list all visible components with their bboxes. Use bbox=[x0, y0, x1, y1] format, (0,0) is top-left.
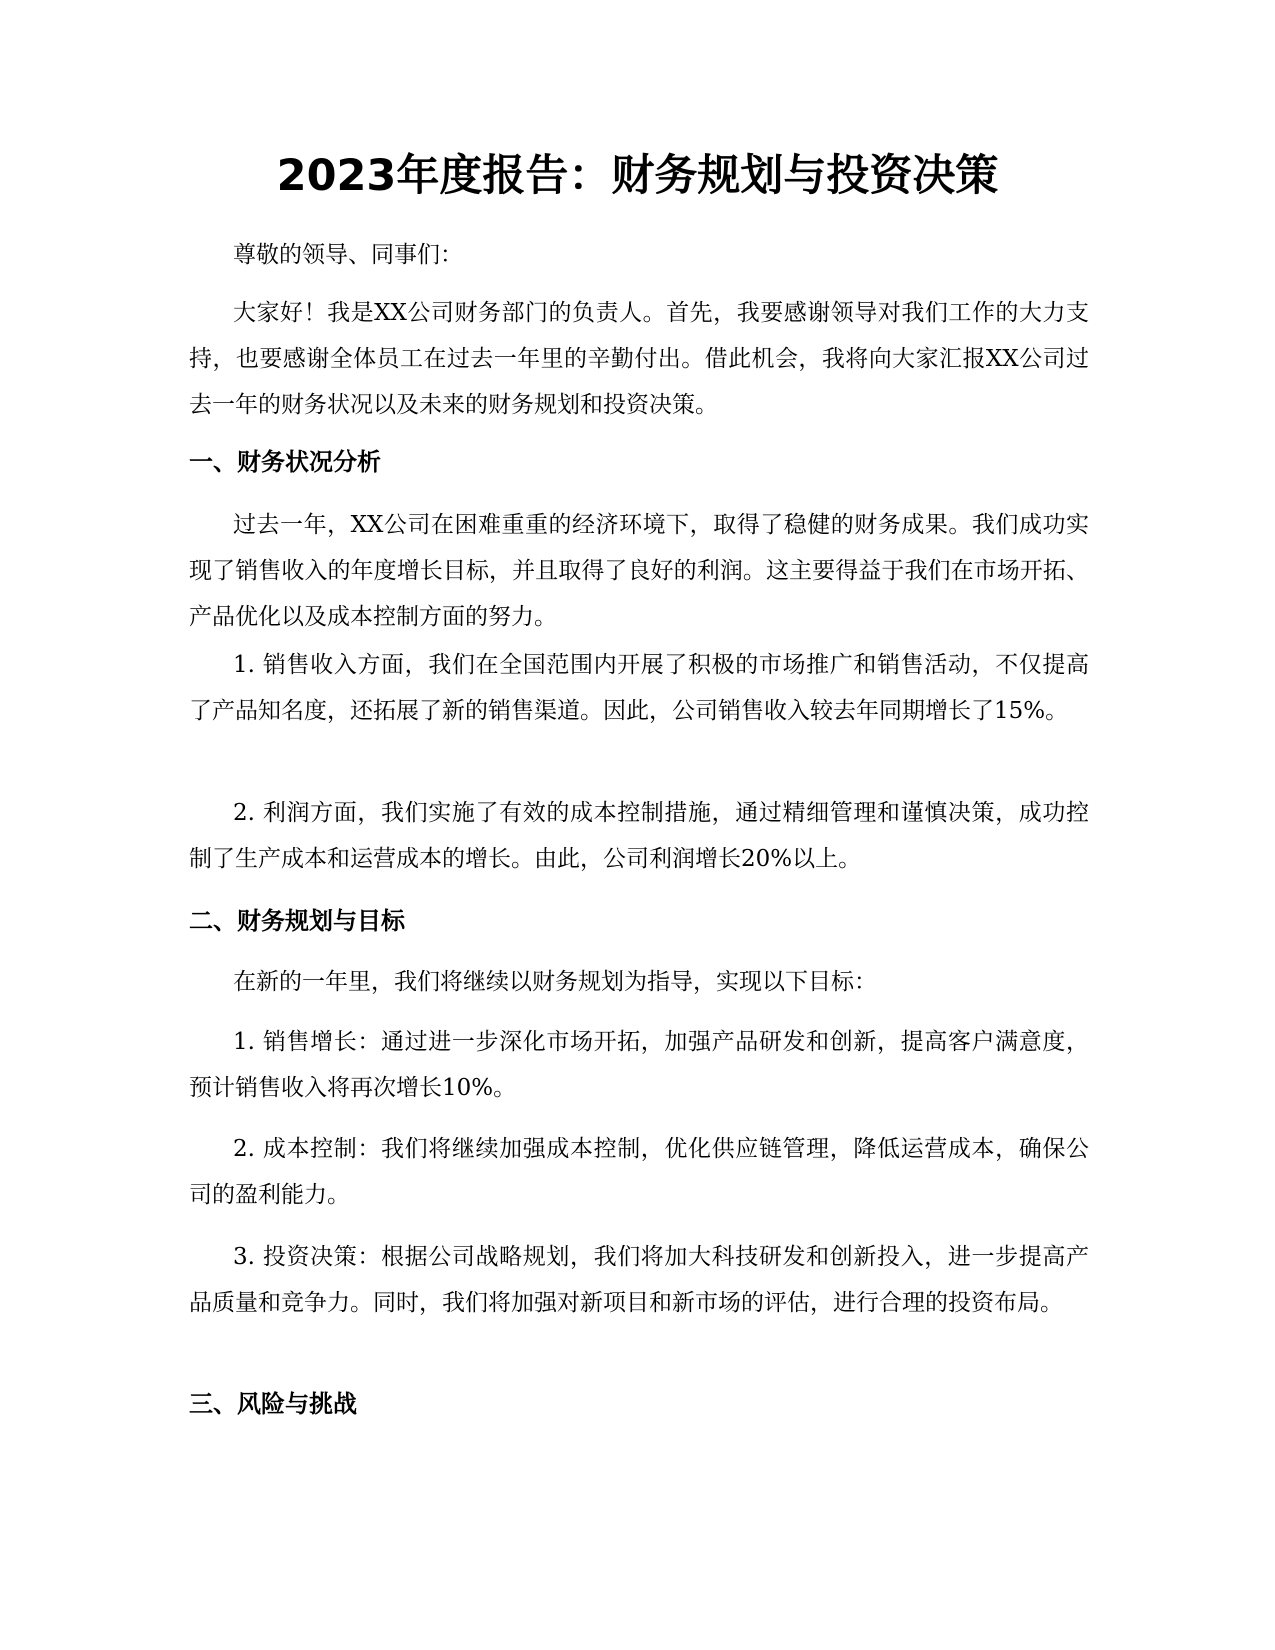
salutation: 尊敬的领导、同事们： bbox=[233, 242, 463, 268]
section-heading-planning-goals: 二、财务规划与目标 bbox=[189, 907, 405, 935]
document-title: 2023年度报告：财务规划与投资决策 bbox=[276, 151, 999, 201]
section1-paragraph-1: 过去一年，XX公司在困难重重的经济环境下，取得了稳健的财务成果。我们成功实现了销售收入的年度增长目标，并且取得了良好的利润。这主要得益于我们在市场开拓、产品优化以及成本控制方面的努力。 bbox=[189, 512, 1089, 630]
section1-paragraph-2: 1. 销售收入方面，我们在全国范围内开展了积极的市场推广和销售活动，不仅提高了产品知名度，还拓展了新的销售渠道。因此，公司销售收入较去年同期增长了15%。 bbox=[189, 652, 1089, 724]
section2-paragraph-1: 在新的一年里，我们将继续以财务规划为指导，实现以下目标： bbox=[233, 969, 877, 995]
section2-paragraph-4: 3. 投资决策：根据公司战略规划，我们将加大科技研发和创新投入，进一步提高产品质量和竞争力。同时，我们将加强对新项目和新市场的评估，进行合理的投资布局。 bbox=[189, 1244, 1089, 1316]
section2-paragraph-3: 2. 成本控制：我们将继续加强成本控制，优化供应链管理，降低运营成本，确保公司的盈利能力。 bbox=[189, 1136, 1089, 1208]
section-heading-risks-challenges: 三、风险与挑战 bbox=[189, 1390, 357, 1418]
section1-paragraph-3: 2. 利润方面，我们实施了有效的成本控制措施，通过精细管理和谨慎决策，成功控制了生产成本和运营成本的增长。由此，公司利润增长20%以上。 bbox=[189, 800, 1089, 872]
section2-paragraph-2: 1. 销售增长：通过进一步深化市场开拓，加强产品研发和创新，提高客户满意度，预计销售收入将再次增长10%。 bbox=[189, 1029, 1089, 1101]
section-heading-financial-analysis: 一、财务状况分析 bbox=[189, 448, 381, 476]
intro-paragraph: 大家好！我是XX公司财务部门的负责人。首先，我要感谢领导对我们工作的大力支持，也要感谢全体员工在过去一年里的辛勤付出。借此机会，我将向大家汇报XX公司过去一年的财务状况以及未来的财务规划和投资决策。 bbox=[189, 300, 1089, 418]
